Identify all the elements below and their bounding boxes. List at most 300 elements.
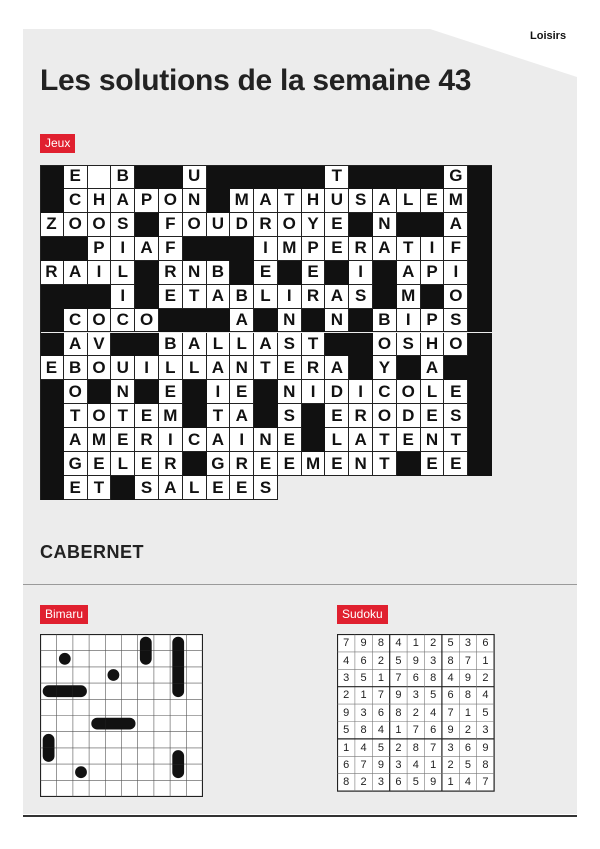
- crossword-cell: M: [397, 285, 421, 309]
- page-title: Les solutions de la semaine 43: [40, 64, 472, 97]
- crossword-cell: S: [111, 213, 135, 237]
- sudoku-cell: 9: [377, 758, 385, 771]
- crossword-cell: E: [421, 404, 445, 428]
- crossword-black-cell: [159, 309, 183, 333]
- crossword-cell: D: [230, 213, 254, 237]
- crossword-cell: C: [64, 189, 88, 213]
- crossword-cell: A: [373, 189, 397, 213]
- crossword-black-cell: [207, 309, 231, 333]
- sudoku-cell: 2: [360, 776, 367, 789]
- crossword-black-cell: [40, 165, 64, 189]
- crossword-cell: A: [325, 285, 349, 309]
- crossword-cell: O: [88, 404, 112, 428]
- crossword-black-cell: [207, 165, 231, 189]
- sudoku-cell: 2: [447, 758, 454, 771]
- crossword-void: [349, 476, 373, 500]
- sudoku-cell: 1: [395, 724, 402, 737]
- crossword-black-cell: [468, 309, 492, 333]
- crossword-black-cell: [468, 428, 492, 452]
- sudoku-cell: 2: [464, 724, 472, 737]
- crossword-cell: N: [278, 309, 302, 333]
- crossword-cell: P: [135, 189, 159, 213]
- bimaru-ship-segment: [172, 764, 184, 778]
- sudoku-cell: 9: [360, 637, 367, 650]
- crossword-black-cell: [40, 428, 64, 452]
- crossword-cell: C: [111, 309, 135, 333]
- crossword-cell: Y: [373, 356, 397, 380]
- sudoku-cell: 5: [343, 724, 350, 737]
- crossword-cell: E: [135, 404, 159, 428]
- crossword-cell: T: [64, 404, 88, 428]
- crossword-cell: I: [88, 261, 112, 285]
- crossword-cell: E: [444, 380, 468, 404]
- crossword-cell: E: [278, 356, 302, 380]
- bimaru-ship-segment: [172, 651, 184, 667]
- crossword-cell: E: [302, 261, 326, 285]
- sudoku-cell: 1: [377, 671, 385, 684]
- crossword-cell: N: [373, 213, 397, 237]
- crossword-black-cell: [468, 356, 492, 380]
- crossword-cell: R: [159, 452, 183, 476]
- crossword-cell: R: [254, 213, 278, 237]
- crossword-black-cell: [421, 165, 445, 189]
- bottom-rule: [23, 815, 577, 817]
- crossword-void: [278, 476, 302, 500]
- crossword-black-cell: [468, 213, 492, 237]
- crossword-cell: I: [254, 237, 278, 261]
- crossword-cell: A: [64, 333, 88, 357]
- crossword-cell: A: [254, 333, 278, 357]
- crossword-black-cell: [325, 261, 349, 285]
- crossword-cell: M: [444, 189, 468, 213]
- crossword-cell: B: [159, 333, 183, 357]
- crossword-cell: D: [325, 380, 349, 404]
- crossword-cell: R: [302, 285, 326, 309]
- tag-sudoku: Sudoku: [337, 605, 388, 624]
- sudoku-cell: 8: [395, 706, 402, 719]
- crossword-cell: A: [207, 356, 231, 380]
- crossword-black-cell: [40, 404, 64, 428]
- crossword-black-cell: [468, 404, 492, 428]
- crossword-black-cell: [302, 428, 326, 452]
- crossword-black-cell: [468, 261, 492, 285]
- crossword-cell: N: [230, 356, 254, 380]
- crossword-black-cell: [40, 452, 64, 476]
- crossword-black-cell: [230, 237, 254, 261]
- sudoku-cell: 8: [430, 671, 437, 684]
- crossword-cell: O: [444, 333, 468, 357]
- bimaru-lines: [40, 634, 203, 797]
- section-name: Loisirs: [530, 30, 567, 42]
- crossword-cell: E: [230, 380, 254, 404]
- crossword-void: [302, 476, 326, 500]
- sudoku-cell: 3: [412, 689, 419, 702]
- crossword-cell: B: [111, 165, 135, 189]
- crossword-cell: S: [278, 333, 302, 357]
- crossword-cell: H: [421, 333, 445, 357]
- crossword-cell: I: [230, 428, 254, 452]
- crossword-black-cell: [64, 237, 88, 261]
- crossword-black-cell: [183, 404, 207, 428]
- crossword-cell: E: [397, 428, 421, 452]
- sudoku-cell: 9: [464, 671, 472, 684]
- crossword-cell: T: [302, 333, 326, 357]
- crossword-black-cell: [40, 189, 64, 213]
- crossword-cell: N: [349, 452, 373, 476]
- crossword-black-cell: [444, 356, 468, 380]
- crossword-black-cell: [254, 165, 278, 189]
- crossword-cell: N: [254, 428, 278, 452]
- crossword-cell: L: [159, 356, 183, 380]
- crossword-cell: A: [397, 261, 421, 285]
- crossword-cell: F: [159, 213, 183, 237]
- crossword-black-cell: [302, 165, 326, 189]
- crossword-black-cell: [373, 261, 397, 285]
- sudoku-cell: 2: [395, 741, 402, 754]
- crossword-black-cell: [397, 356, 421, 380]
- crossword-black-cell: [135, 213, 159, 237]
- sudoku-cell: 1: [482, 654, 489, 667]
- crossword-cell: E: [444, 452, 468, 476]
- sudoku-cell: 4: [395, 637, 402, 650]
- sudoku-cell: 5: [377, 741, 385, 754]
- crossword-black-cell: [254, 380, 278, 404]
- bimaru-ship-segment: [57, 685, 73, 697]
- sudoku-cell: 4: [377, 724, 385, 737]
- crossword-cell: L: [421, 380, 445, 404]
- bimaru-ship-segment: [172, 667, 184, 683]
- crossword-cell: L: [325, 428, 349, 452]
- crossword-cell: O: [88, 213, 112, 237]
- crossword-cell: I: [207, 380, 231, 404]
- crossword-cell: M: [230, 189, 254, 213]
- crossword-cell: B: [64, 356, 88, 380]
- sudoku-cell: 9: [395, 689, 402, 702]
- crossword-cell: E: [254, 261, 278, 285]
- crossword-cell: N: [278, 380, 302, 404]
- crossword-cell: E: [325, 213, 349, 237]
- crossword-cell: L: [111, 261, 135, 285]
- crossword-cell: S: [349, 285, 373, 309]
- sudoku-cell: 5: [447, 637, 454, 650]
- crossword-black-cell: [88, 380, 112, 404]
- bimaru-ship-segment: [172, 683, 184, 697]
- sudoku-cell: 1: [412, 637, 419, 650]
- crossword-cell: B: [207, 261, 231, 285]
- crossword-cell: E: [230, 476, 254, 500]
- crossword-black-cell: [183, 380, 207, 404]
- sudoku-cell: 5: [430, 689, 437, 702]
- crossword-black-cell: [135, 380, 159, 404]
- crossword-cell: O: [373, 404, 397, 428]
- crossword-cell: [88, 165, 112, 189]
- crossword-black-cell: [373, 165, 397, 189]
- crossword-cell: O: [64, 380, 88, 404]
- sudoku-cell: 6: [377, 706, 385, 719]
- crossword-cell: O: [373, 333, 397, 357]
- crossword-cell: I: [444, 261, 468, 285]
- crossword-black-cell: [302, 309, 326, 333]
- crossword-cell: E: [64, 165, 88, 189]
- crossword-cell: E: [88, 452, 112, 476]
- sudoku-cell: 9: [447, 724, 454, 737]
- crossword-cell: I: [421, 237, 445, 261]
- crossword-void: [325, 476, 349, 500]
- crossword-void: [444, 476, 468, 500]
- crossword-cell: O: [278, 213, 302, 237]
- crossword-cell: R: [40, 261, 64, 285]
- crossword-cell: M: [302, 452, 326, 476]
- crossword-cell: L: [183, 356, 207, 380]
- sudoku-cell: 9: [482, 741, 489, 754]
- crossword-cell: E: [325, 404, 349, 428]
- crossword-cell: N: [183, 261, 207, 285]
- crossword-cell: N: [111, 380, 135, 404]
- crossword-cell: A: [349, 428, 373, 452]
- crossword-cell: U: [183, 165, 207, 189]
- bimaru-ship-segment: [59, 653, 71, 665]
- sudoku-cell: 3: [430, 654, 437, 667]
- crossword-cell: S: [278, 404, 302, 428]
- sudoku-cell: 1: [430, 758, 437, 771]
- section-divider: [23, 584, 577, 585]
- crossword-cell: P: [421, 261, 445, 285]
- sudoku-cell: 6: [430, 724, 437, 737]
- sudoku-cell: 3: [360, 706, 367, 719]
- crossword-black-cell: [88, 285, 112, 309]
- crossword-cell: I: [135, 356, 159, 380]
- sudoku-cell: 5: [395, 654, 402, 667]
- sudoku-cell: 4: [360, 741, 367, 754]
- sudoku-cell: 7: [360, 758, 367, 771]
- sudoku-cell: 9: [430, 776, 437, 789]
- sudoku-cell: 8: [377, 637, 385, 650]
- crossword-cell: A: [64, 261, 88, 285]
- crossword-cell: I: [397, 309, 421, 333]
- bimaru-ship-segment: [172, 750, 184, 764]
- sudoku-cell: 4: [464, 776, 472, 789]
- sudoku-cell: 6: [482, 637, 489, 650]
- crossword-black-cell: [349, 165, 373, 189]
- crossword-cell: L: [230, 333, 254, 357]
- crossword-cell: E: [325, 452, 349, 476]
- crossword-cell: P: [88, 237, 112, 261]
- crossword-cell: H: [302, 189, 326, 213]
- bimaru-ship-segment: [43, 734, 55, 748]
- crossword-cell: E: [40, 356, 64, 380]
- crossword-black-cell: [421, 285, 445, 309]
- crossword-black-cell: [302, 404, 326, 428]
- crossword-black-cell: [64, 285, 88, 309]
- crossword-cell: M: [278, 237, 302, 261]
- crossword-cell: B: [230, 285, 254, 309]
- bimaru-ship-segment: [108, 669, 120, 681]
- crossword-void: [397, 476, 421, 500]
- crossword-cell: T: [111, 404, 135, 428]
- crossword-cell: R: [349, 237, 373, 261]
- crossword-cell: O: [64, 213, 88, 237]
- sudoku-cell: 3: [377, 776, 385, 789]
- sudoku-cell: 5: [464, 758, 472, 771]
- crossword-cell: O: [444, 285, 468, 309]
- crossword-black-cell: [183, 237, 207, 261]
- sudoku-cell: 6: [412, 671, 419, 684]
- crossword-black-cell: [349, 333, 373, 357]
- crossword-cell: I: [349, 261, 373, 285]
- sudoku-cell: 2: [482, 671, 489, 684]
- crossword-grid: [40, 165, 492, 524]
- crossword-black-cell: [230, 165, 254, 189]
- sudoku-cell: 7: [412, 724, 419, 737]
- sudoku-cell: 3: [343, 671, 350, 684]
- crossword-cell: A: [421, 356, 445, 380]
- sudoku-cell: 3: [447, 741, 454, 754]
- crossword-cell: A: [135, 237, 159, 261]
- crossword-cell: R: [135, 428, 159, 452]
- sudoku-cell: 6: [343, 758, 350, 771]
- sudoku-cell: 4: [430, 706, 437, 719]
- crossword-black-cell: [111, 476, 135, 500]
- sudoku-cell: 1: [447, 776, 454, 789]
- crossword-cell: T: [325, 165, 349, 189]
- crossword-cell: M: [88, 428, 112, 452]
- sudoku-cell: 1: [343, 741, 350, 754]
- crossword-cell: S: [444, 404, 468, 428]
- sudoku-cell: 8: [464, 689, 472, 702]
- crossword-black-cell: [183, 309, 207, 333]
- crossword-cell: T: [444, 428, 468, 452]
- crossword-cell: B: [373, 309, 397, 333]
- crossword-cell: N: [183, 189, 207, 213]
- sudoku-cell: 3: [395, 758, 402, 771]
- crossword-cell: U: [207, 213, 231, 237]
- crossword-cell: I: [278, 285, 302, 309]
- crossword-cell: O: [88, 309, 112, 333]
- crossword-void: [421, 476, 445, 500]
- crossword-cell: A: [230, 309, 254, 333]
- sudoku-cell: 3: [464, 637, 472, 650]
- sudoku-cell: 6: [395, 776, 402, 789]
- crossword-cell: E: [64, 476, 88, 500]
- crossword-cell: A: [325, 356, 349, 380]
- bimaru-ship-segment: [140, 651, 152, 665]
- sudoku-cell: 8: [447, 654, 454, 667]
- crossword-black-cell: [40, 309, 64, 333]
- crossword-cell: A: [159, 476, 183, 500]
- crossword-black-cell: [468, 452, 492, 476]
- crossword-black-cell: [230, 261, 254, 285]
- crossword-cell: S: [254, 476, 278, 500]
- crossword-cell: S: [135, 476, 159, 500]
- crossword-cell: A: [230, 404, 254, 428]
- crossword-cell: E: [254, 452, 278, 476]
- crossword-cell: G: [207, 452, 231, 476]
- sudoku-cell: 4: [412, 758, 419, 771]
- crossword-cell: F: [444, 237, 468, 261]
- sudoku-cell: 4: [447, 671, 454, 684]
- crossword-black-cell: [207, 189, 231, 213]
- crossword-cell: A: [444, 213, 468, 237]
- crossword-cell: R: [230, 452, 254, 476]
- sudoku-cell: 6: [360, 654, 367, 667]
- crossword-cell: M: [159, 404, 183, 428]
- bimaru-ship-segment: [105, 718, 121, 730]
- sudoku-cell: 5: [412, 776, 419, 789]
- crossword-black-cell: [40, 333, 64, 357]
- bimaru-ship-segment: [75, 766, 87, 778]
- crossword-cell: N: [421, 428, 445, 452]
- crossword-black-cell: [40, 476, 64, 500]
- crossword-black-cell: [278, 261, 302, 285]
- crossword-cell: E: [111, 428, 135, 452]
- crossword-cell: R: [302, 356, 326, 380]
- crossword-cell: I: [302, 380, 326, 404]
- crossword-black-cell: [397, 165, 421, 189]
- sudoku-grid: [337, 634, 494, 793]
- sudoku-cell: 5: [360, 671, 367, 684]
- sudoku-cell: 8: [343, 776, 350, 789]
- sudoku-cell: 2: [377, 654, 385, 667]
- crossword-black-cell: [40, 285, 64, 309]
- crossword-cell: R: [159, 261, 183, 285]
- crossword-black-cell: [111, 333, 135, 357]
- crossword-cell: S: [349, 189, 373, 213]
- crossword-black-cell: [183, 452, 207, 476]
- sudoku-cell: 3: [482, 724, 489, 737]
- crossword-cell: A: [254, 189, 278, 213]
- sudoku-cell: 7: [395, 671, 402, 684]
- crossword-cell: N: [325, 309, 349, 333]
- sudoku-cell: 2: [343, 689, 350, 702]
- crossword-cell: C: [373, 380, 397, 404]
- crossword-cell: H: [88, 189, 112, 213]
- crossword-cell: A: [207, 428, 231, 452]
- crossword-cell: E: [159, 285, 183, 309]
- crossword-black-cell: [159, 165, 183, 189]
- crossword-cell: T: [207, 404, 231, 428]
- crossword-answer: CABERNET: [40, 542, 145, 562]
- crossword-cell: U: [111, 356, 135, 380]
- crossword-black-cell: [468, 189, 492, 213]
- crossword-cell: I: [159, 428, 183, 452]
- crossword-cell: O: [135, 309, 159, 333]
- crossword-black-cell: [254, 309, 278, 333]
- crossword-cell: L: [207, 333, 231, 357]
- crossword-void: [468, 476, 492, 500]
- crossword-cell: A: [183, 333, 207, 357]
- sudoku-cell: 7: [464, 654, 472, 667]
- sudoku-cell: 8: [482, 758, 489, 771]
- crossword-cell: G: [64, 452, 88, 476]
- crossword-cell: E: [325, 237, 349, 261]
- sudoku-cell: 4: [482, 689, 489, 702]
- crossword-cell: O: [88, 356, 112, 380]
- crossword-cell: A: [207, 285, 231, 309]
- crossword-black-cell: [40, 380, 64, 404]
- sudoku-cell: 7: [482, 776, 489, 789]
- bimaru-ship-segment: [43, 685, 57, 697]
- crossword-cell: A: [373, 237, 397, 261]
- sudoku-cell: 5: [482, 706, 489, 719]
- crossword-cell: T: [254, 356, 278, 380]
- sudoku-cell: 8: [360, 724, 367, 737]
- crossword-black-cell: [373, 285, 397, 309]
- crossword-cell: L: [397, 189, 421, 213]
- crossword-black-cell: [468, 285, 492, 309]
- sudoku-cell: 1: [464, 706, 472, 719]
- sudoku-cell: 7: [447, 706, 454, 719]
- crossword-black-cell: [207, 237, 231, 261]
